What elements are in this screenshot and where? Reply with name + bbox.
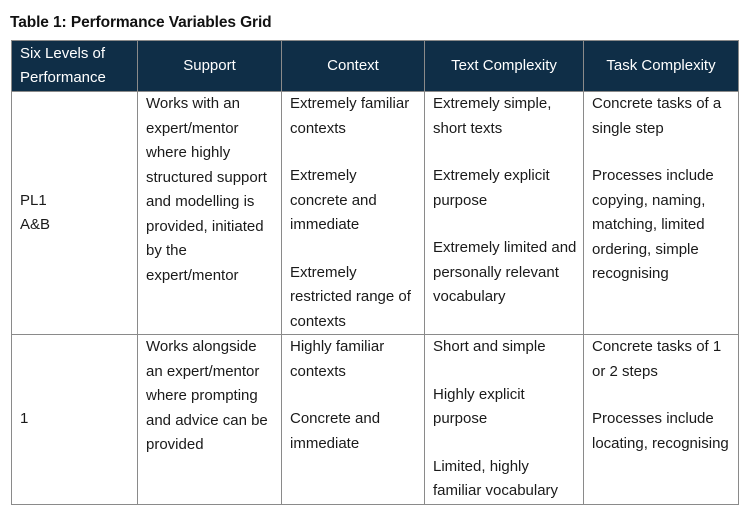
context-item: Extremely restricted range of contexts bbox=[290, 263, 411, 330]
header-context: Context bbox=[282, 41, 425, 92]
task-complexity-item: Processes include locating, recognising bbox=[592, 410, 729, 452]
header-text-complexity: Text Complexity bbox=[425, 41, 584, 92]
header-levels: Six Levels of Performance bbox=[12, 41, 138, 92]
text-complexity-item: Limited, highly familiar vocabulary bbox=[433, 457, 559, 499]
context-cell bbox=[282, 335, 425, 505]
table-header bbox=[12, 41, 739, 92]
task-complexity-cell bbox=[584, 335, 739, 505]
level-cell bbox=[12, 335, 138, 505]
task-complexity-item: Concrete tasks of 1 or 2 steps bbox=[592, 338, 722, 380]
table-row bbox=[12, 92, 739, 335]
context-item: Concrete and immediate bbox=[290, 410, 381, 452]
header-task-complexity: Task Complexity bbox=[584, 41, 739, 92]
level-label: PL1 bbox=[20, 191, 47, 209]
support-cell bbox=[138, 335, 282, 505]
header-support: Support bbox=[138, 41, 282, 92]
context-item: Highly familiar contexts bbox=[290, 338, 385, 380]
text-complexity-item: Highly explicit purpose bbox=[433, 385, 525, 427]
text-complexity-item: Short and simple bbox=[433, 338, 546, 355]
text-complexity-item: Extremely explicit purpose bbox=[433, 167, 550, 209]
context-cell bbox=[282, 92, 425, 335]
text-complexity-cell bbox=[425, 92, 584, 335]
text-complexity-item: Extremely simple, short texts bbox=[433, 95, 552, 137]
task-complexity-cell bbox=[584, 92, 739, 335]
context-item: Extremely familiar contexts bbox=[290, 95, 410, 137]
text-complexity-cell bbox=[425, 335, 584, 505]
table-row bbox=[12, 335, 739, 505]
level-cell bbox=[12, 92, 138, 335]
support-cell bbox=[138, 92, 282, 335]
task-complexity-item: Processes include copying, naming, matching, limited ordering, simple recognising bbox=[592, 167, 714, 282]
context-item: Extremely concrete and immediate bbox=[290, 167, 377, 233]
level-label: A&B bbox=[20, 216, 51, 233]
level-label: 1 bbox=[20, 410, 29, 427]
support-text: Works with an expert/mentor where highly structured support and modelling is provided, initiated by the expert/mentor bbox=[146, 95, 267, 284]
support-text: Works alongside an expert/mentor where prompting and advice can be provided bbox=[146, 338, 268, 453]
text-complexity-item: Extremely limited and personally relevant vocabulary bbox=[433, 239, 577, 305]
table-caption: Table 1: Performance Variables Grid bbox=[10, 14, 272, 31]
performance-variables-table bbox=[11, 40, 739, 505]
task-complexity-item: Concrete tasks of a single step bbox=[592, 95, 722, 137]
